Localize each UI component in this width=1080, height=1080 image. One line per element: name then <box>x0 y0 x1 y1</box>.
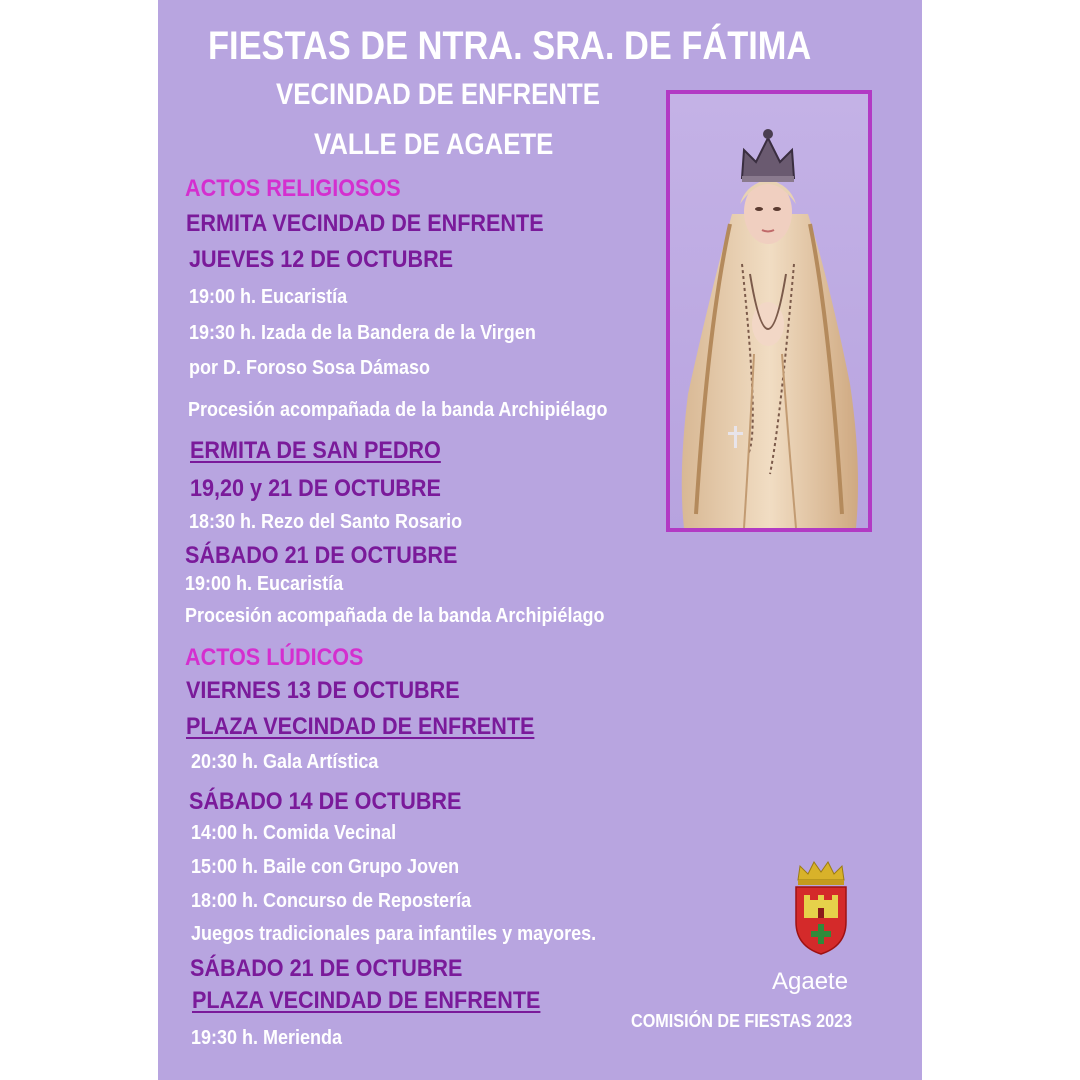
day-jueves-12: JUEVES 12 DE OCTUBRE <box>189 246 454 273</box>
event-item: por D. Foroso Sosa Dámaso <box>189 357 431 379</box>
event-item: 14:00 h. Comida Vecinal <box>191 822 397 844</box>
place-ermita-san-pedro: ERMITA DE SAN PEDRO <box>190 437 441 464</box>
day-sabado-21-religioso: SÁBADO 21 DE OCTUBRE <box>185 542 458 569</box>
event-item: 19:00 h. Eucaristía <box>189 286 348 308</box>
event-item: 19:30 h. Izada de la Bandera de la Virgen <box>189 322 536 344</box>
day-viernes-13: VIERNES 13 DE OCTUBRE <box>186 677 460 704</box>
place-plaza-vecindad-2: PLAZA VECINDAD DE ENFRENTE <box>192 987 541 1014</box>
poster-subtitle-valley: VALLE DE AGAETE <box>314 128 554 161</box>
event-item: 18:00 h. Concurso de Repostería <box>191 890 472 912</box>
commission-text: COMISIÓN DE FIESTAS 2023 <box>631 1011 853 1031</box>
virgin-statue-frame <box>666 90 872 532</box>
agaete-logo-text: Agaete <box>772 968 849 995</box>
poster-subtitle-neighborhood: VECINDAD DE ENFRENTE <box>276 78 600 111</box>
heading-actos-ludicos: ACTOS LÚDICOS <box>185 644 364 671</box>
day-sabado-21-ludico: SÁBADO 21 DE OCTUBRE <box>190 955 463 982</box>
day-19-20-21: 19,20 y 21 DE OCTUBRE <box>190 475 441 502</box>
place-plaza-vecindad: PLAZA VECINDAD DE ENFRENTE <box>186 713 535 740</box>
event-item: 18:30 h. Rezo del Santo Rosario <box>189 511 463 533</box>
event-item: Procesión acompañada de la banda Archipiélago <box>188 399 608 421</box>
virgin-statue-image <box>670 94 868 528</box>
event-item: 19:00 h. Eucaristía <box>185 573 344 595</box>
event-item: Juegos tradicionales para infantiles y mayores. <box>191 923 597 945</box>
event-item: Procesión acompañada de la banda Archipiélago <box>185 605 605 627</box>
agaete-coat-of-arms-icon <box>790 860 852 956</box>
place-ermita-vecindad: ERMITA VECINDAD DE ENFRENTE <box>186 210 544 237</box>
poster-title: FIESTAS DE NTRA. SRA. DE FÁTIMA <box>208 24 812 68</box>
event-item: 19:30 h. Merienda <box>191 1027 343 1049</box>
event-item: 20:30 h. Gala Artística <box>191 751 379 773</box>
event-item: 15:00 h. Baile con Grupo Joven <box>191 856 460 878</box>
day-sabado-14: SÁBADO 14 DE OCTUBRE <box>189 788 462 815</box>
heading-actos-religiosos: ACTOS RELIGIOSOS <box>185 175 401 202</box>
